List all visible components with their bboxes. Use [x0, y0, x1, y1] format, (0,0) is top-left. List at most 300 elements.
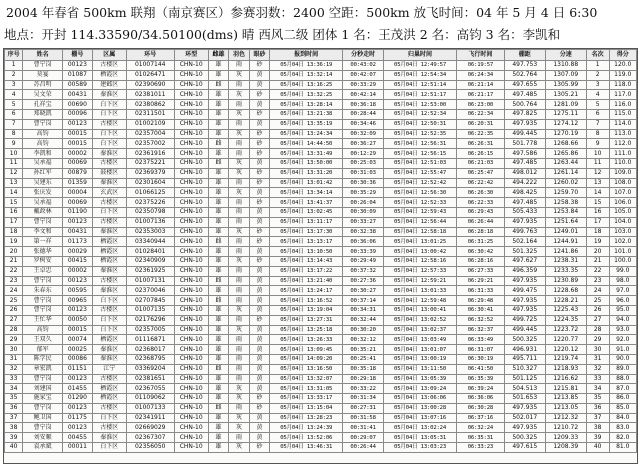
table-cell: 501.778 [504, 139, 545, 149]
table-cell: 497.627 [504, 256, 545, 266]
table-cell: 500.325 [504, 433, 545, 443]
table-row [5, 286, 637, 296]
table-cell: 06:31:25 [456, 237, 504, 247]
results-body [5, 61, 637, 453]
table-cell: 02669029 [126, 423, 174, 433]
table-cell: 02369379 [126, 168, 174, 178]
table-cell: 00123 [63, 61, 93, 71]
table-cell: 94.0 [609, 315, 636, 325]
table-cell: 00123 [63, 423, 93, 433]
table-cell: CHN-10 [174, 374, 208, 384]
table-cell: 01173 [63, 237, 93, 247]
table-cell: 雄 [208, 217, 228, 227]
table-cell: 雄 [208, 247, 228, 257]
column-header: 羽色 [229, 50, 249, 61]
table-cell: 00965 [63, 296, 93, 306]
table-cell: 05月04日 12:52:33 [384, 198, 457, 208]
table-cell: 黄 [249, 413, 269, 423]
table-cell: 雄 [208, 90, 228, 100]
table-cell: 06:30:19 [456, 354, 504, 364]
results-sheet [3, 48, 638, 464]
table-cell: 06:31:33 [456, 286, 504, 296]
table-cell: 32 [586, 364, 609, 374]
table-cell: 00:31:34 [343, 394, 384, 404]
table-cell: 00029 [63, 247, 93, 257]
table-cell: 雄 [208, 384, 228, 394]
table-cell: 05月04日 13:24:34 [270, 129, 343, 139]
table-cell: 29 [5, 335, 23, 345]
table-cell: 92.0 [609, 335, 636, 345]
table-row [5, 384, 637, 394]
table-cell: 05月04日 13:41:37 [270, 198, 343, 208]
table-cell: 雨 [229, 207, 249, 217]
table-cell: 1260.02 [545, 178, 586, 188]
table-cell: 灰 [229, 168, 249, 178]
table-row [5, 237, 637, 247]
table-cell: 灰 [229, 109, 249, 119]
table-cell: 秦淮区 [92, 227, 126, 237]
table-cell: 497.935 [504, 217, 545, 227]
table-cell: 刘建国 [23, 384, 63, 394]
column-header: 序号 [5, 50, 23, 61]
table-cell: 22 [5, 266, 23, 276]
table-cell: 05月04日 13:28:23 [270, 413, 343, 423]
table-cell: 05月04日 13:05:39 [384, 374, 457, 384]
table-cell: 刘安顺 [23, 433, 63, 443]
table-cell: 雌 [208, 296, 228, 306]
table-cell: 05月04日 13:01:42 [270, 178, 343, 188]
table-cell: 02381011 [126, 90, 174, 100]
table-cell: CHN-10 [174, 266, 208, 276]
table-cell: 灰 [229, 158, 249, 168]
table-cell: 06:21:17 [456, 90, 504, 100]
table-cell: 01007144 [126, 61, 174, 71]
table-cell: 03340944 [126, 237, 174, 247]
table-cell: 砂 [249, 315, 269, 325]
table-cell: 1230.89 [545, 276, 586, 286]
table-cell: CHN-10 [174, 80, 208, 90]
table-cell: 栖霞区 [92, 335, 126, 345]
table-cell: 1224.35 [545, 315, 586, 325]
table-cell: 白下区 [92, 315, 126, 325]
table-cell: 戴政林 [23, 207, 63, 217]
table-cell: 06:22:35 [456, 129, 504, 139]
table-cell: 83.0 [609, 423, 636, 433]
table-cell: 00:25:41 [343, 354, 384, 364]
table-cell: 02353003 [126, 227, 174, 237]
table-cell: 1251.64 [545, 217, 586, 227]
table-cell: 21 [586, 256, 609, 266]
table-cell: 116.0 [609, 100, 636, 110]
table-cell: CHN-10 [174, 433, 208, 443]
table-cell: 112.0 [609, 139, 636, 149]
table-cell: 05月04日 14:44:50 [270, 139, 343, 149]
table-cell: 02707845 [126, 296, 174, 306]
table-cell: 雨 [229, 198, 249, 208]
table-cell: 灰 [229, 305, 249, 315]
table-cell: 雄 [208, 266, 228, 276]
table-cell: 05月04日 13:00:28 [384, 403, 457, 413]
table-cell: 雄 [208, 443, 228, 453]
table-cell: 02361925 [126, 266, 174, 276]
table-cell: 02367307 [126, 433, 174, 443]
table-cell: 白下区 [92, 139, 126, 149]
table-cell: 497.753 [504, 61, 545, 71]
table-cell: 12 [5, 168, 23, 178]
table-cell: 00:29:07 [343, 433, 384, 443]
column-header: 得分 [609, 50, 636, 61]
table-cell: 118.0 [609, 80, 636, 90]
table-row [5, 61, 637, 71]
table-cell: 05月04日 13:27:31 [270, 315, 343, 325]
table-cell: 黄 [249, 276, 269, 286]
table-cell: 105.0 [609, 207, 636, 217]
table-cell: 05月04日 13:02:24 [384, 423, 457, 433]
table-row [5, 168, 637, 178]
table-cell: 章宏凯 [23, 364, 63, 374]
table-cell: 40 [586, 443, 609, 453]
table-cell: 黄 [249, 286, 269, 296]
table-cell: 古楼区 [92, 119, 126, 129]
table-cell: 雨 [229, 335, 249, 345]
table-cell: 497.935 [504, 296, 545, 306]
table-cell: 雌 [208, 158, 228, 168]
table-cell: 497.935 [504, 305, 545, 315]
table-cell: 雄 [208, 286, 228, 296]
table-cell: 20 [5, 247, 23, 257]
table-cell: 雌 [208, 80, 228, 90]
table-cell: 84.0 [609, 413, 636, 423]
table-cell: 雄 [208, 374, 228, 384]
table-cell: 00:36:27 [343, 139, 384, 149]
table-cell: 黄 [249, 354, 269, 364]
table-cell: CHN-10 [174, 394, 208, 404]
table-cell: 86.0 [609, 394, 636, 404]
table-cell: 雄 [208, 305, 228, 315]
table-row [5, 80, 637, 90]
table-cell: 7 [5, 119, 23, 129]
table-cell: 砂 [249, 178, 269, 188]
table-cell: 05月04日 12:59:48 [384, 296, 457, 306]
table-cell: 雄 [208, 315, 228, 325]
table-cell: 雄 [208, 198, 228, 208]
table-cell: 雄 [208, 325, 228, 335]
table-cell: 05月04日 13:11:50 [384, 364, 457, 374]
table-cell: 00:37:14 [343, 296, 384, 306]
table-cell: 02370046 [126, 286, 174, 296]
table-cell: 05月04日 13:02:52 [384, 315, 457, 325]
table-cell: 00:33:22 [343, 384, 384, 394]
table-row [5, 119, 637, 129]
table-cell: 27 [5, 315, 23, 325]
table-cell: 雄 [208, 227, 228, 237]
table-cell: 1261.14 [545, 168, 586, 178]
table-cell: 05月04日 13:32:07 [270, 374, 343, 384]
table-cell: 00:32:09 [343, 129, 384, 139]
table-cell: 吴承福 [23, 198, 63, 208]
table-cell: 06:23:00 [456, 100, 504, 110]
table-cell: 3 [5, 80, 23, 90]
table-cell: CHN-10 [174, 178, 208, 188]
table-cell: 33 [5, 374, 23, 384]
table-cell: 1274.12 [545, 119, 586, 129]
table-cell: CHN-10 [174, 443, 208, 453]
table-cell: 496.359 [504, 266, 545, 276]
table-cell: 06:21:14 [456, 80, 504, 90]
table-row [5, 217, 637, 227]
table-cell: 00690 [63, 100, 93, 110]
table-cell: 05月04日 12:52:42 [384, 178, 457, 188]
table-cell: 02357002 [126, 139, 174, 149]
table-cell: 00123 [63, 119, 93, 129]
table-cell: 00:35:29 [343, 188, 384, 198]
table-cell: 05月04日 13:31:05 [270, 384, 343, 394]
table-cell: 28 [5, 325, 23, 335]
table-cell: 00:42:14 [343, 90, 384, 100]
table-cell: 501.653 [504, 394, 545, 404]
table-cell: 雄 [208, 354, 228, 364]
table-cell: 100.0 [609, 256, 636, 266]
table-cell: 05月04日 13:31:20 [270, 168, 343, 178]
table-cell: 24 [586, 286, 609, 296]
table-cell: 1249.01 [545, 227, 586, 237]
table-cell: 05月04日 13:03:49 [384, 335, 457, 345]
table-cell: 1213.05 [545, 403, 586, 413]
table-cell: 494.222 [504, 178, 545, 188]
table-cell: 05月04日 13:00:41 [384, 305, 457, 315]
table-cell: 05月04日 13:46:31 [270, 443, 343, 453]
table-cell: 雨 [229, 286, 249, 296]
table-cell: 00:32:38 [343, 227, 384, 237]
table-cell: 00086 [63, 354, 93, 364]
table-cell: 35 [5, 394, 23, 404]
table-cell: 雨 [229, 296, 249, 306]
table-cell: 05月04日 12:56:31 [384, 139, 457, 149]
table-cell: 05月04日 13:16:25 [270, 80, 343, 90]
table-cell: CHN-10 [174, 247, 208, 257]
table-cell: 雄 [208, 178, 228, 188]
table-cell: 17 [5, 217, 23, 227]
table-cell: 1265.86 [545, 149, 586, 159]
table-cell: 37 [5, 413, 23, 423]
table-cell: 雄 [208, 61, 228, 71]
table-cell: 2 [5, 70, 23, 80]
table-cell: 鼓楼区 [92, 168, 126, 178]
table-cell: 1216.62 [545, 374, 586, 384]
table-cell: CHN-10 [174, 227, 208, 237]
table-cell: 1305.21 [545, 90, 586, 100]
table-cell: 101.0 [609, 247, 636, 257]
table-cell: 39 [586, 433, 609, 443]
table-cell: 29 [586, 335, 609, 345]
table-cell: 06:26:44 [456, 217, 504, 227]
table-cell: CHN-10 [174, 286, 208, 296]
table-cell: CHN-10 [174, 296, 208, 306]
table-cell: 120.0 [609, 61, 636, 71]
table-cell: 34 [586, 384, 609, 394]
table-cell: 00:33:27 [343, 217, 384, 227]
table-cell: 00:12:29 [343, 149, 384, 159]
table-cell: 1220.77 [545, 335, 586, 345]
table-cell: 05月04日 13:01:25 [384, 237, 457, 247]
table-cell: 雄 [208, 413, 228, 423]
table-cell: 灰 [229, 394, 249, 404]
table-cell: 00431 [63, 90, 93, 100]
table-cell: 15 [5, 198, 23, 208]
table-cell: 06:19:57 [456, 61, 504, 71]
table-cell: 05月04日 13:24:17 [270, 286, 343, 296]
table-cell: CHN-10 [174, 237, 208, 247]
table-cell: 05月04日 12:55:47 [384, 168, 457, 178]
table-cell: 18 [5, 227, 23, 237]
table-cell: 88.0 [609, 374, 636, 384]
table-cell: 11 [586, 158, 609, 168]
table-cell: 黄 [249, 188, 269, 198]
table-cell: 雄 [208, 207, 228, 217]
table-cell: 1225.43 [545, 305, 586, 315]
table-cell: 14 [586, 188, 609, 198]
table-cell: 雨 [229, 178, 249, 188]
race-title: 2004 年春省 500km 联翔（南京赛区）参赛羽数：2400 空距：500km 放飞时间：04 年 5 月 4 日 6:30 [6, 5, 598, 20]
table-cell: 496.931 [504, 345, 545, 355]
table-cell: 502.164 [504, 237, 545, 247]
results-table [4, 49, 637, 453]
table-cell: 1209.33 [545, 433, 586, 443]
table-cell: 雄 [208, 345, 228, 355]
table-cell: 497.935 [504, 119, 545, 129]
table-cell: 30 [5, 345, 23, 355]
table-cell: 李凯和 [23, 149, 63, 159]
table-cell: 05月04日 13:28:14 [270, 100, 343, 110]
table-cell: 87.0 [609, 384, 636, 394]
table-cell: 1228.68 [545, 286, 586, 296]
table-cell: 05月04日 13:52:06 [270, 433, 343, 443]
table-cell: 雄 [208, 70, 228, 80]
column-header: 归巢时间 [384, 50, 457, 61]
table-cell: CHN-10 [174, 90, 208, 100]
table-cell: 495.711 [504, 354, 545, 364]
table-cell: 砂 [249, 403, 269, 413]
table-cell: 白下区 [92, 100, 126, 110]
table-cell: 502.764 [504, 70, 545, 80]
table-cell: 2 [586, 70, 609, 80]
table-cell: 16 [586, 207, 609, 217]
table-cell: 00123 [63, 276, 93, 286]
table-cell: 06:35:39 [456, 374, 504, 384]
table-cell: 01109062 [126, 394, 174, 404]
table-cell: 00879 [63, 168, 93, 178]
table-cell: 06:32:37 [456, 325, 504, 335]
table-cell: 高钧 [23, 325, 63, 335]
table-cell: 35 [586, 394, 609, 404]
table-cell: 11 [5, 158, 23, 168]
table-cell: CHN-10 [174, 364, 208, 374]
table-cell: 05月04日 13:00:42 [384, 247, 457, 257]
table-cell: 高钧 [23, 129, 63, 139]
table-cell: 00:35:18 [343, 364, 384, 374]
table-cell: 06:26:31 [456, 139, 504, 149]
table-row [5, 394, 637, 404]
table-cell: 曹宁岗 [23, 276, 63, 286]
table-cell: 灰 [229, 443, 249, 453]
table-cell: 黄 [249, 433, 269, 443]
table-row [5, 90, 637, 100]
table-row [5, 256, 637, 266]
table-cell: 02381651 [126, 374, 174, 384]
table-cell: 砂 [249, 256, 269, 266]
table-cell: 06:30:42 [456, 247, 504, 257]
table-cell: CHN-10 [174, 403, 208, 413]
table-cell: 05月04日 12:59:43 [384, 207, 457, 217]
table-cell: 黄 [249, 423, 269, 433]
table-cell: 00004 [63, 188, 93, 198]
table-cell: 雌 [208, 276, 228, 286]
table-cell: 雨 [229, 247, 249, 257]
table-cell: 00:29:49 [343, 256, 384, 266]
table-cell: 灰 [229, 188, 249, 198]
table-cell: 4 [5, 90, 23, 100]
table-cell: 栖霞区 [92, 70, 126, 80]
table-cell: 05月04日 13:06:06 [384, 394, 457, 404]
table-cell: 雨 [229, 354, 249, 364]
table-row [5, 433, 637, 443]
table-cell: CHN-10 [174, 61, 208, 71]
table-cell: CHN-10 [174, 256, 208, 266]
table-cell: 黄 [249, 158, 269, 168]
table-cell: 32 [5, 364, 23, 374]
table-cell: 00455 [63, 433, 93, 443]
table-cell: 黄 [249, 247, 269, 257]
table-cell: 玄武区 [92, 188, 126, 198]
table-cell: 497.586 [504, 149, 545, 159]
table-cell: 雨 [229, 119, 249, 129]
table-cell: 06:28:18 [456, 227, 504, 237]
table-cell: 05月04日 13:32:14 [270, 70, 343, 80]
table-cell: 108.0 [609, 178, 636, 188]
table-cell: 02361916 [126, 149, 174, 159]
table-cell: 雨 [229, 61, 249, 71]
table-row [5, 158, 637, 168]
table-cell: 01007133 [126, 403, 174, 413]
table-cell: 郑晓凯 [23, 109, 63, 119]
table-cell: 19 [5, 237, 23, 247]
table-cell: 06:20:31 [456, 119, 504, 129]
table-row [5, 296, 637, 306]
table-cell: 501.325 [504, 247, 545, 257]
table-cell: 05月04日 13:16:50 [270, 364, 343, 374]
table-cell: 06:22:42 [456, 178, 504, 188]
table-cell: 85.0 [609, 403, 636, 413]
table-cell: 雨 [229, 315, 249, 325]
table-cell: 00050 [63, 315, 93, 325]
table-cell: 4 [586, 90, 609, 100]
table-cell: 05月04日 13:31:49 [270, 149, 343, 159]
table-cell: 499.475 [504, 286, 545, 296]
table-cell: CHN-10 [174, 100, 208, 110]
table-cell: 00:32:44 [343, 315, 384, 325]
table-cell: 9 [586, 139, 609, 149]
table-cell: 05月04日 13:10:50 [270, 247, 343, 257]
table-cell: 02367055 [126, 384, 174, 394]
table-cell: 雌 [208, 237, 228, 247]
table-cell: 黄 [249, 335, 269, 345]
table-cell: 9 [5, 139, 23, 149]
table-cell: 黄 [249, 207, 269, 217]
table-cell: 26 [5, 305, 23, 315]
table-cell: 22 [586, 266, 609, 276]
table-cell: 秦淮区 [92, 149, 126, 159]
table-cell: 06:39:24 [456, 384, 504, 394]
